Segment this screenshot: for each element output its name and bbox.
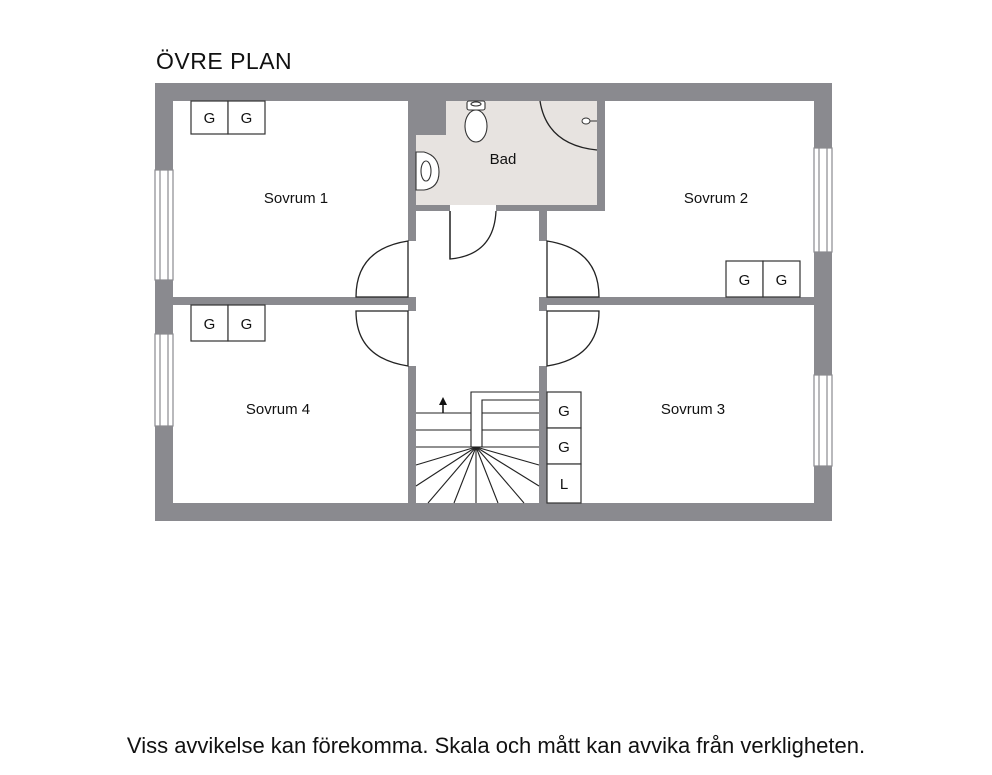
disclaimer-text: Viss avvikelse kan förekomma. Skala och mått kan avvika från verkligheten. [126,733,866,758]
closet-label: L [559,476,569,493]
closet-label: G [240,316,253,333]
plan-title: ÖVRE PLAN [156,48,293,74]
closet-label: G [203,316,216,333]
room-label-sovrum4: Sovrum 4 [245,401,311,418]
window-sovrum4 [155,334,173,426]
staircase [416,392,539,503]
room-label-sovrum2: Sovrum 2 [683,190,749,207]
door-sovrum2 [547,241,599,297]
room-label-sovrum3: Sovrum 3 [660,401,726,418]
toilet [465,101,487,142]
closet-label: G [558,439,570,456]
door-sovrum3 [547,311,599,366]
window-sovrum3 [814,375,832,466]
closet-label: G [558,403,570,420]
closet-label: G [775,272,788,289]
room-label-bad: Bad [489,151,517,168]
stair-arrow-icon [439,397,447,405]
closet-label: G [738,272,751,289]
door-sovrum1 [356,241,408,297]
door-bad [450,211,496,259]
closet-label: G [203,110,216,127]
window-sovrum1 [155,170,173,280]
room-label-sovrum1: Sovrum 1 [263,190,329,207]
window-sovrum2 [814,148,832,252]
door-sovrum4 [356,311,408,366]
closet-label: G [240,110,253,127]
